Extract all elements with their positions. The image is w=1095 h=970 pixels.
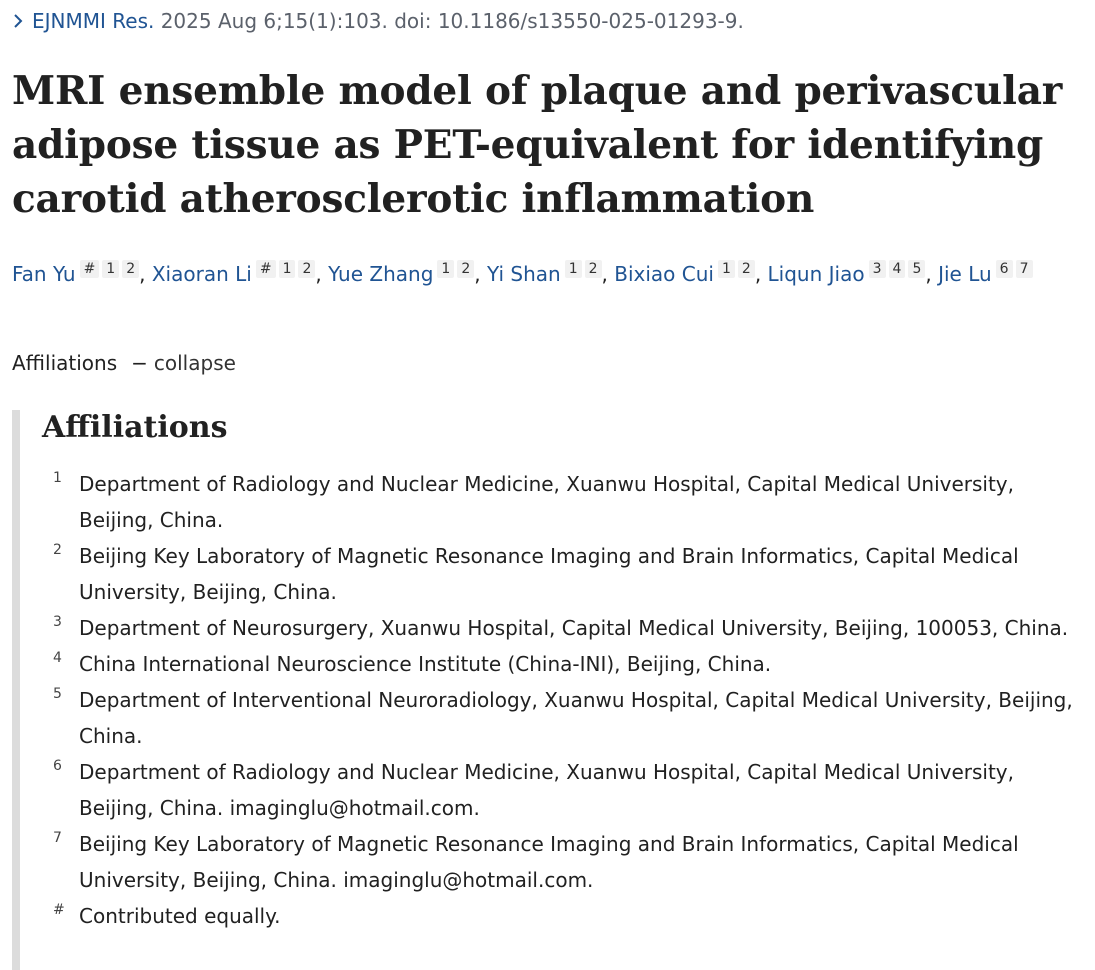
affiliation-text: Contributed equally. (79, 904, 281, 928)
affiliation-text: Beijing Key Laboratory of Magnetic Resonance Imaging and Brain Informatics, Capital Medical University, Beijing, China. (79, 544, 1019, 604)
affiliation-text: Department of Radiology and Nuclear Medicine, Xuanwu Hospital, Capital Medical University, Beijing, China. (79, 472, 1014, 532)
affiliation-marker[interactable]: 1 (718, 260, 735, 278)
affiliation-marker[interactable]: 1 (102, 260, 119, 278)
affiliation-text: Department of Neurosurgery, Xuanwu Hospital, Capital Medical University, Beijing, 100053, China. (79, 616, 1069, 640)
author-item (938, 262, 1032, 286)
citation-line (12, 7, 744, 35)
affiliation-marker[interactable]: 4 (889, 260, 906, 278)
affiliation-text: Beijing Key Laboratory of Magnetic Resonance Imaging and Brain Informatics, Capital Medical University, Beijing, China. imaginglu@hotmail.com. (79, 832, 1019, 892)
affiliations-toggle-label: Affiliations (12, 351, 118, 375)
affiliation-number: 3 (53, 614, 62, 630)
affiliation-marker[interactable]: 2 (298, 260, 315, 278)
affiliation-marker[interactable]: 3 (869, 260, 886, 278)
author-item (487, 262, 602, 286)
affiliation-item (20, 682, 1080, 754)
affiliation-text: Department of Radiology and Nuclear Medicine, Xuanwu Hospital, Capital Medical University, Beijing, China. imaginglu@hotmail.com. (79, 760, 1014, 820)
affiliation-number: 5 (53, 686, 62, 702)
author-item (328, 262, 474, 286)
affiliation-marker[interactable]: 1 (437, 260, 454, 278)
affiliation-marker[interactable]: 2 (585, 260, 602, 278)
affiliation-item (20, 826, 1080, 898)
affiliation-number: # (53, 902, 65, 918)
author-name-link[interactable]: Xiaoran Li (151, 262, 252, 286)
affiliation-item (20, 466, 1080, 538)
affiliations-panel (12, 410, 1087, 970)
affiliation-item (20, 754, 1080, 826)
affiliation-number: 2 (53, 542, 62, 558)
collapse-dash-icon: − (131, 351, 148, 375)
affiliation-marker[interactable]: # (80, 260, 100, 278)
citation-details: 2025 Aug 6;15(1):103. doi: 10.1186/s13550-025-01293-9. (160, 9, 744, 33)
affiliation-marker[interactable]: 1 (565, 260, 582, 278)
author-name-link[interactable]: Liqun Jiao (767, 262, 865, 286)
author-name-link[interactable]: Bixiao Cui (614, 262, 714, 286)
collapse-label: collapse (153, 351, 236, 375)
affiliation-text: China International Neuroscience Institute (China-INI), Beijing, China. (79, 652, 772, 676)
author-name-link[interactable]: Yue Zhang (328, 262, 434, 286)
affiliation-item (20, 538, 1080, 610)
article-title: MRI ensemble model of plaque and perivascular adipose tissue as PET-equivalent for identifying carotid atherosclerotic inflammation (12, 68, 1063, 222)
author-item (12, 262, 139, 286)
affiliation-number: 4 (53, 650, 62, 666)
affiliation-marker[interactable]: 2 (738, 260, 755, 278)
affiliation-item (20, 646, 1080, 682)
affiliation-marker[interactable]: 7 (1016, 260, 1033, 278)
chevron-right-icon (12, 7, 32, 35)
affiliation-marker[interactable]: # (256, 260, 276, 278)
affiliation-marker[interactable]: 2 (457, 260, 474, 278)
author-item (768, 262, 926, 286)
author-item (152, 262, 316, 286)
affiliation-number: 7 (53, 830, 62, 846)
affiliation-number: 1 (53, 470, 62, 486)
affiliation-text: Department of Interventional Neuroradiology, Xuanwu Hospital, Capital Medical University, Beijing, China. (79, 688, 1073, 748)
affiliation-item (20, 898, 1080, 934)
author-name-link[interactable]: Jie Lu (938, 262, 992, 286)
affiliation-number: 6 (53, 758, 62, 774)
affiliations-list (20, 466, 1080, 934)
affiliation-item (20, 610, 1080, 646)
affiliation-marker[interactable]: 2 (122, 260, 139, 278)
affiliation-marker[interactable]: 5 (908, 260, 925, 278)
affiliations-heading: Affiliations (42, 410, 228, 445)
affiliation-marker[interactable]: 1 (279, 260, 296, 278)
author-list: Fan Yu # 1 2 , Xiaoran Li # 1 2 , Yue Zhang 1 2 , Yi Shan 1 2 , Bixiao Cui 1 2 , Liqun Jiao 3 4 5 , Jie Lu 6 7 (12, 256, 1082, 292)
journal-link[interactable]: EJNMMI Res. (32, 9, 155, 33)
affiliation-marker[interactable]: 6 (996, 260, 1013, 278)
author-name-link[interactable]: Yi Shan (486, 262, 561, 286)
author-item (614, 262, 755, 286)
affiliations-toggle[interactable] (12, 349, 236, 377)
author-name-link[interactable]: Fan Yu (12, 262, 76, 286)
